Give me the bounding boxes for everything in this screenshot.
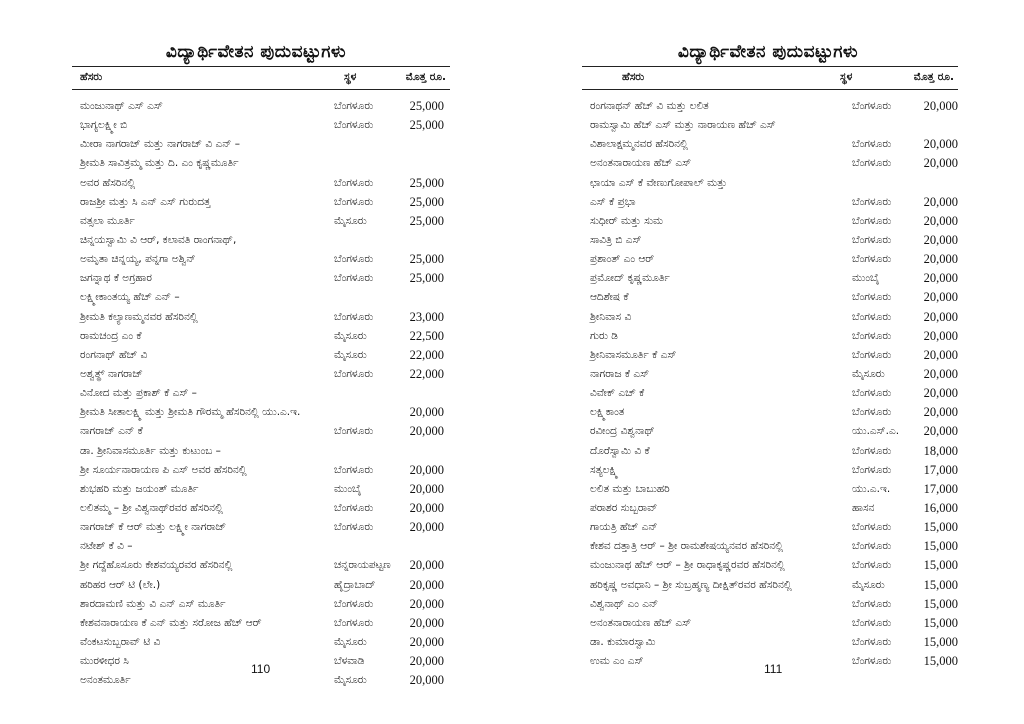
table-row [72, 289, 450, 308]
row-name: ಲಲಿತ ಮತ್ತು ಬಾಬುಹರಿ [590, 482, 670, 495]
row-amount: 15,000 [923, 654, 958, 669]
row-place: ಬೆಂಗಳೂರು [852, 291, 892, 304]
table-row [582, 443, 958, 462]
table-header [582, 66, 958, 90]
row-place: ಬೆಂಗಳೂರು [334, 616, 374, 629]
table-row [72, 270, 450, 289]
scholarship-table [582, 66, 958, 672]
row-amount: 20,000 [923, 347, 958, 362]
table-row [582, 462, 958, 481]
row-place: ಮೈಸೂರು [334, 214, 367, 227]
row-name: ಅಶ್ವತ್ಥ್ ನಾಗರಾಜ್ [80, 367, 143, 380]
row-place: ಬೆಂಗಳೂರು [852, 100, 892, 112]
row-name: ಶುಭಹರಿ ಮತ್ತು ಜಯಂತ್ ಮೂರ್ತಿ [80, 482, 199, 495]
table-row [72, 347, 450, 366]
row-amount: 20,000 [923, 328, 958, 343]
row-amount: 25,000 [409, 213, 444, 228]
header-name: ಹೆಸರು [80, 71, 103, 83]
row-name: ಶ್ರೀ ಗದ್ದೆಹೊಸೂರು ಕೇಶವಯ್ಯರವರ ಹೆಸರಿನಲ್ಲಿ [80, 559, 233, 572]
row-name: ರಂಗನಾಥನ್ ಹೆಚ್ ವಿ ಮತ್ತು ಲಲಿತ [590, 100, 709, 112]
row-amount: 17,000 [923, 481, 958, 496]
page-number: 111 [764, 662, 783, 676]
table-row [582, 519, 958, 538]
row-amount: 20,000 [409, 405, 444, 420]
table-row [72, 213, 450, 232]
row-name: ಶ್ರೀಮತಿ ಕಲ್ಯಾಣಮ್ಮನವರ ಹೆಸರಿನಲ್ಲಿ [80, 310, 198, 323]
row-amount: 18,000 [923, 443, 958, 458]
row-name: ಪ್ರಶಾಂತ್ ಎಂ ಆರ್ [590, 253, 655, 266]
row-place: ಬೆಂಗಳೂರು [852, 310, 892, 323]
row-amount: 20,000 [409, 500, 444, 515]
row-name: ಶಾರದಾಮಣಿ ಮತ್ತು ವಿ ಎನ್ ಎಸ್ ಮೂರ್ತಿ [80, 597, 226, 610]
table-row [72, 175, 450, 194]
row-name: ನಾಗರಾಜ ಕೆ ಎಸ್ [590, 367, 650, 380]
row-amount: 20,000 [923, 194, 958, 209]
row-name: ಅನಂತಮೂರ್ತಿ [80, 674, 131, 687]
table-row [582, 500, 958, 519]
row-name: ವೆಂಕಟಸುಬ್ಬರಾವ್ ಟಿ ವಿ [80, 635, 161, 648]
page-title: ವಿದ್ಯಾರ್ಥಿವೇತನ ಪುದುವಟ್ಟುಗಳು [677, 42, 859, 62]
row-amount: 20,000 [923, 99, 958, 113]
row-name: ಮಂಜುನಾಥ ಹೆಚ್ ಆರ್ – ಶ್ರೀ ರಾಧಾಕೃಷ್ಣರವರ ಹೆಸರಿನಲ್ಲಿ [590, 559, 785, 572]
table-row [582, 557, 958, 576]
row-place: ಬೆಂಗಳೂರು [852, 444, 892, 457]
table-row [582, 155, 958, 174]
table-row [72, 98, 450, 117]
row-amount: 20,000 [409, 596, 444, 611]
table-row [72, 519, 450, 538]
table-row [72, 615, 450, 634]
table-row [582, 366, 958, 385]
table-row [72, 366, 450, 385]
row-place: ಬೆಂಗಳೂರು [334, 119, 374, 132]
row-amount: 20,000 [409, 634, 444, 649]
table-row [72, 309, 450, 328]
row-name: ಗುರು ಡಿ [590, 329, 618, 342]
row-name: ಹರಿಹರ ಆರ್ ಟಿ (ಲೇ.) [80, 578, 161, 591]
row-name: ಲಕ್ಷ್ಮಿಕಾಂತ [590, 406, 625, 419]
row-amount: 20,000 [409, 654, 444, 669]
row-amount: 20,000 [923, 156, 958, 171]
row-amount: 16,000 [923, 500, 958, 515]
row-amount: 25,000 [409, 252, 444, 267]
row-name: ಮೀರಾ ನಾಗರಾಜ್ ಮತ್ತು ನಾಗರಾಜ್ ವಿ ಎನ್ – [80, 138, 241, 151]
row-place: ಮೈಸೂರು [852, 367, 885, 380]
header-place: ಸ್ಥಳ [344, 71, 357, 83]
row-name: ಛಾಯಾ ಎಸ್ ಕೆ ವೇಣುಗೋಪಾಲ್ ಮತ್ತು [590, 176, 727, 189]
table-row [72, 557, 450, 576]
row-place: ಬೆಂಗಳೂರು [852, 348, 892, 361]
row-place: ಮುಂಬೈ [852, 272, 880, 285]
row-place: ಬೆಂಗಳೂರು [334, 501, 374, 514]
table-row [72, 194, 450, 213]
row-place: ಚನ್ನರಾಯಪಟ್ಟಣ [334, 559, 391, 572]
row-name: ರವೀಂದ್ರ ವಿಶ್ವನಾಥ್ [590, 425, 655, 438]
header-name: ಹೆಸರು [622, 71, 645, 83]
row-place: ಹಾಸನ [852, 501, 875, 514]
row-place: ಬೆಂಗಳೂರು [852, 655, 892, 668]
row-place: ಬೆಂಗಳೂರು [852, 635, 892, 648]
scholarship-table [72, 66, 450, 691]
row-place: ಯು.ಎಸ್.ಎ. [852, 425, 900, 438]
table-row [582, 309, 958, 328]
row-amount: 20,000 [923, 252, 958, 267]
row-amount: 20,000 [409, 577, 444, 592]
table-row [72, 443, 450, 462]
row-amount: 20,000 [409, 481, 444, 496]
table-row [72, 385, 450, 404]
row-name: ಶ್ರೀನಿವಾಸಮೂರ್ತಿ ಕೆ ಎಸ್ [590, 348, 677, 361]
row-place: ಬೆಂಗಳೂರು [334, 100, 374, 112]
row-amount: 22,000 [409, 366, 444, 381]
page-number: 110 [251, 662, 271, 676]
row-place: ಬೆಂಗಳೂರು [334, 310, 374, 323]
row-name: ವಿಶಾಲಾಕ್ಷಮ್ಮನವರ ಹೆಸರಿನಲ್ಲಿ [590, 138, 688, 151]
row-place: ಬೆಂಗಳೂರು [852, 214, 892, 227]
row-place: ಬೆಂಗಳೂರು [852, 463, 892, 476]
table-row [582, 481, 958, 500]
table-row [72, 423, 450, 442]
row-amount: 20,000 [409, 424, 444, 439]
table-row [582, 347, 958, 366]
row-amount: 25,000 [409, 99, 444, 113]
row-name: ಸುಧೀರ್ ಮತ್ತು ಸುಮ [590, 214, 664, 227]
table-row [72, 462, 450, 481]
row-name: ಜಗನ್ನಾಥ ಕೆ ಅಗ್ರಹಾರ [80, 272, 152, 285]
row-place: ಬೆಂಗಳೂರು [334, 195, 374, 208]
row-place: ಬೆಂಗಳೂರು [334, 597, 374, 610]
table-row [582, 136, 958, 155]
row-place: ಮೈಸೂರು [334, 329, 367, 342]
row-place: ಬೆಂಗಳೂರು [852, 597, 892, 610]
row-name: ಕೇಶವನಾರಾಯಣ ಕೆ ಎನ್ ಮತ್ತು ಸರೋಜ ಹೆಚ್ ಆರ್ [80, 616, 262, 629]
row-place: ಮೈಸೂರು [334, 635, 367, 648]
row-amount: 20,000 [409, 558, 444, 573]
row-amount: 15,000 [923, 596, 958, 611]
header-place: ಸ್ಥಳ [840, 71, 853, 83]
table-row [72, 538, 450, 557]
table-row [582, 194, 958, 213]
row-name: ಭಾಗ್ಯಲಕ್ಷ್ಮೀ ಬಿ [80, 119, 128, 132]
table-row [72, 136, 450, 155]
row-name: ವಿವೇಕ್ ಎಚ್ ಕೆ [590, 387, 645, 400]
row-name: ಹರಿಕೃಷ್ಣ ಅವಧಾನಿ – ಶ್ರೀ ಸುಬ್ರಹ್ಮಣ್ಯ ದೀಕ್ಷಿತ್‌ರವರ ಹೆಸರಿನಲ್ಲಿ [590, 578, 792, 591]
row-amount: 15,000 [923, 634, 958, 649]
row-amount: 20,000 [923, 290, 958, 305]
row-name: ಸತ್ಯಲಕ್ಷ್ಮಿ [590, 463, 619, 476]
row-amount: 25,000 [409, 271, 444, 286]
table-row [582, 328, 958, 347]
row-amount: 22,000 [409, 347, 444, 362]
row-name: ಚಿನ್ನಯಸ್ವಾಮಿ ವಿ ಆರ್, ಕಲಾವತಿ ರಾಂಗನಾಥ್, [80, 233, 237, 246]
row-name: ನಟೇಶ್ ಕೆ ವಿ – [80, 540, 133, 553]
row-place: ಬೆಂಗಳೂರು [852, 540, 892, 553]
row-amount: 23,000 [409, 309, 444, 324]
row-place: ಬೆಂಗಳೂರು [334, 367, 374, 380]
row-name: ಸಾವಿತ್ರಿ ಬಿ ಎಸ್ [590, 233, 642, 246]
row-amount: 20,000 [923, 309, 958, 324]
row-amount: 20,000 [923, 386, 958, 401]
table-row [72, 481, 450, 500]
row-name: ನಾಗರಾಜ್ ಕೆ ಆರ್ ಮತ್ತು ಲಕ್ಷ್ಮೀ ನಾಗರಾಜ್ [80, 521, 227, 534]
table-row [582, 232, 958, 251]
row-name: ರಂಗನಾಥ್ ಹೆಚ್ ವಿ [80, 348, 148, 361]
row-amount: 15,000 [923, 615, 958, 630]
row-amount: 15,000 [923, 577, 958, 592]
row-amount: 25,000 [409, 175, 444, 190]
row-name: ಎಸ್ ಕೆ ಪ್ರಭಾ [590, 195, 636, 208]
row-place: ಬೆಂಗಳೂರು [852, 387, 892, 400]
table-row [72, 500, 450, 519]
row-name: ದೊರೆಸ್ವಾಮಿ ವಿ ಕೆ [590, 444, 650, 457]
row-name: ಡಾ. ಕುಮಾರಸ್ವಾಮಿ [590, 635, 656, 648]
row-name: ಡಾ. ಶ್ರೀನಿವಾಸಮೂರ್ತಿ ಮತ್ತು ಕುಟುಂಬ – [80, 444, 221, 457]
row-name: ಕೇಶವ ದತ್ತಾತ್ರಿ ಆರ್ – ಶ್ರೀ ರಾಮಶೇಷಯ್ಯನವರ ಹೆಸರಿನಲ್ಲಿ [590, 540, 784, 553]
table-row [72, 404, 450, 423]
row-name: ಪ್ರಮೋದ್ ಕೃಷ್ಣಮೂರ್ತಿ [590, 272, 670, 285]
row-amount: 15,000 [923, 520, 958, 535]
table-row [582, 213, 958, 232]
row-amount: 20,000 [923, 271, 958, 286]
row-name: ರಾಮಚಂದ್ರ ಎಂ ಕೆ [80, 329, 142, 342]
row-name: ಶ್ರೀಮತಿ ಸೀತಾಲಕ್ಷ್ಮಿ ಮತ್ತು ಶ್ರೀಮತಿ ಗೌರಮ್ಮ ಹೆಸರಿನಲ್ಲಿ ಯು.ಎ.ಇ. [80, 406, 301, 419]
row-place: ಬೆಂಗಳೂರು [334, 425, 374, 438]
row-amount: 20,000 [923, 137, 958, 152]
row-place: ಬೆಂಗಳೂರು [852, 559, 892, 572]
table-header [72, 66, 450, 90]
row-amount: 20,000 [923, 424, 958, 439]
row-amount: 20,000 [923, 213, 958, 228]
table-row [72, 155, 450, 174]
row-amount: 20,000 [409, 462, 444, 477]
row-name: ಅವರ ಹೆಸರಿನಲ್ಲಿ [80, 176, 136, 189]
table-row [582, 98, 958, 117]
row-place: ಮೈಸೂರು [334, 348, 367, 361]
row-name: ಗಾಯತ್ರಿ ಹೆಚ್ ಎನ್ [590, 521, 658, 534]
table-row [582, 634, 958, 653]
row-place: ಬೆಳವಾಡಿ [334, 655, 365, 668]
table-row [582, 404, 958, 423]
table-row [582, 117, 958, 136]
table-row [72, 232, 450, 251]
row-name: ನಾಗರಾಜ್ ಎನ್ ಕೆ [80, 425, 143, 438]
row-place: ಬೆಂಗಳೂರು [334, 463, 374, 476]
page-title: ವಿದ್ಯಾರ್ಥಿವೇತನ ಪುದುವಟ್ಟುಗಳು [165, 42, 347, 62]
row-place: ಬೆಂಗಳೂರು [852, 138, 892, 151]
row-place: ಬೆಂಗಳೂರು [334, 253, 374, 266]
row-name: ಮಂಜುನಾಥ್ ಎಸ್ ಎಸ್ [80, 100, 163, 112]
row-name: ಮುರಳೀಧರ ಸಿ [80, 655, 129, 668]
table-row [582, 385, 958, 404]
row-name: ವಿನೋದ ಮತ್ತು ಪ್ರಕಾಶ್ ಕೆ ಎಸ್ – [80, 387, 197, 400]
table-row [582, 615, 958, 634]
row-amount: 20,000 [409, 615, 444, 630]
row-place: ಮೈಸೂರು [852, 578, 885, 591]
row-place: ಬೆಂಗಳೂರು [852, 329, 892, 342]
table-row [582, 289, 958, 308]
row-place: ಯು.ಎ.ಇ. [852, 482, 891, 495]
row-amount: 25,000 [409, 194, 444, 209]
table-row [582, 577, 958, 596]
table-row [72, 328, 450, 347]
row-place: ಬೆಂಗಳೂರು [852, 616, 892, 629]
row-amount: 20,000 [409, 520, 444, 535]
header-amount: ಮೊತ್ತ ರೂ. [405, 71, 446, 83]
row-amount: 17,000 [923, 462, 958, 477]
table-row [582, 596, 958, 615]
header-amount: ಮೊತ್ತ ರೂ. [913, 71, 954, 83]
row-amount: 25,000 [409, 118, 444, 133]
row-name: ಉಮ ಎಂ ಎಸ್ [590, 655, 644, 668]
row-place: ಬೆಂಗಳೂರು [852, 233, 892, 246]
table-row [72, 577, 450, 596]
row-name: ಶ್ರೀ ಸೂರ್ಯನಾರಾಯಣ ಪಿ ಎಸ್ ಅವರ ಹೆಸರಿನಲ್ಲಿ [80, 463, 247, 476]
row-amount: 22,500 [409, 328, 444, 343]
table-row [582, 251, 958, 270]
row-name: ಅನಂತನಾರಾಯಣ ಹೆಚ್ ಎಸ್ [590, 616, 692, 629]
row-name: ಶ್ರೀಮತಿ ಸಾವಿತ್ರಮ್ಮ ಮತ್ತು ದಿ. ಎಂ ಕೃಷ್ಣಮೂರ್ತಿ [80, 157, 239, 170]
table-row [582, 538, 958, 557]
table-row [72, 634, 450, 653]
row-name: ವತ್ಸಲಾ ಮೂರ್ತಿ [80, 214, 135, 227]
table-row [582, 423, 958, 442]
table-row [582, 175, 958, 194]
row-name: ಶ್ರೀನಿವಾಸ ವಿ [590, 310, 632, 323]
table-body [72, 98, 450, 691]
row-amount: 20,000 [923, 405, 958, 420]
row-place: ಹೈದ್ರಾಬಾದ್ [334, 578, 376, 591]
row-name: ಲಕ್ಷ್ಮೀಕಾಂತಯ್ಯ ಹೆಚ್ ಎನ್ – [80, 291, 180, 304]
table-row [72, 596, 450, 615]
row-place: ಬೆಂಗಳೂರು [852, 406, 892, 419]
table-row [72, 251, 450, 270]
row-place: ಬೆಂಗಳೂರು [334, 176, 374, 189]
row-name: ಪರಾಶರ ಸುಬ್ಬರಾವ್ [590, 501, 658, 514]
row-amount: 15,000 [923, 558, 958, 573]
row-name: ವಿಶ್ವನಾಥ್ ಎಂ ಎನ್ [590, 597, 659, 610]
table-row [582, 270, 958, 289]
row-name: ಲಲಿತಮ್ಮ – ಶ್ರೀ ವಿಶ್ವನಾಥ್‌ರವರ ಹೆಸರಿನಲ್ಲಿ [80, 501, 223, 514]
row-place: ಬೆಂಗಳೂರು [334, 272, 374, 285]
row-amount: 15,000 [923, 539, 958, 554]
table-row [72, 117, 450, 136]
row-place: ಬೆಂಗಳೂರು [852, 253, 892, 266]
row-name: ಅಮೃತಾ ಚಿನ್ನಯ್ಯ, ಪನ್ನಗಾ ಅಶ್ವಿನ್ [80, 253, 196, 266]
row-name: ಆದಿಶೇಷ ಕೆ [590, 291, 629, 304]
right-page [512, 0, 1024, 724]
row-place: ಮೈಸೂರು [334, 674, 367, 687]
row-name: ರಾಮಸ್ವಾಮಿ ಹೆಚ್ ಎಸ್ ಮತ್ತು ನಾರಾಯಣ ಹೆಚ್ ಎಸ್ [590, 119, 776, 132]
row-place: ಬೆಂಗಳೂರು [852, 157, 892, 170]
row-amount: 20,000 [923, 366, 958, 381]
row-place: ಬೆಂಗಳೂರು [852, 521, 892, 534]
row-place: ಬೆಂಗಳೂರು [334, 521, 374, 534]
row-place: ಮುಂಬೈ [334, 482, 362, 495]
row-name: ರಾಜಶ್ರೀ ಮತ್ತು ಸಿ ಎನ್ ಎಸ್ ಗುರುದತ್ತ [80, 195, 211, 208]
row-name: ಅನಂತನಾರಾಯಣ ಹೆಚ್ ಎಸ್ [590, 157, 692, 170]
row-amount: 20,000 [923, 232, 958, 247]
row-amount: 20,000 [409, 673, 444, 688]
table-body [582, 98, 958, 672]
row-place: ಬೆಂಗಳೂರು [852, 195, 892, 208]
